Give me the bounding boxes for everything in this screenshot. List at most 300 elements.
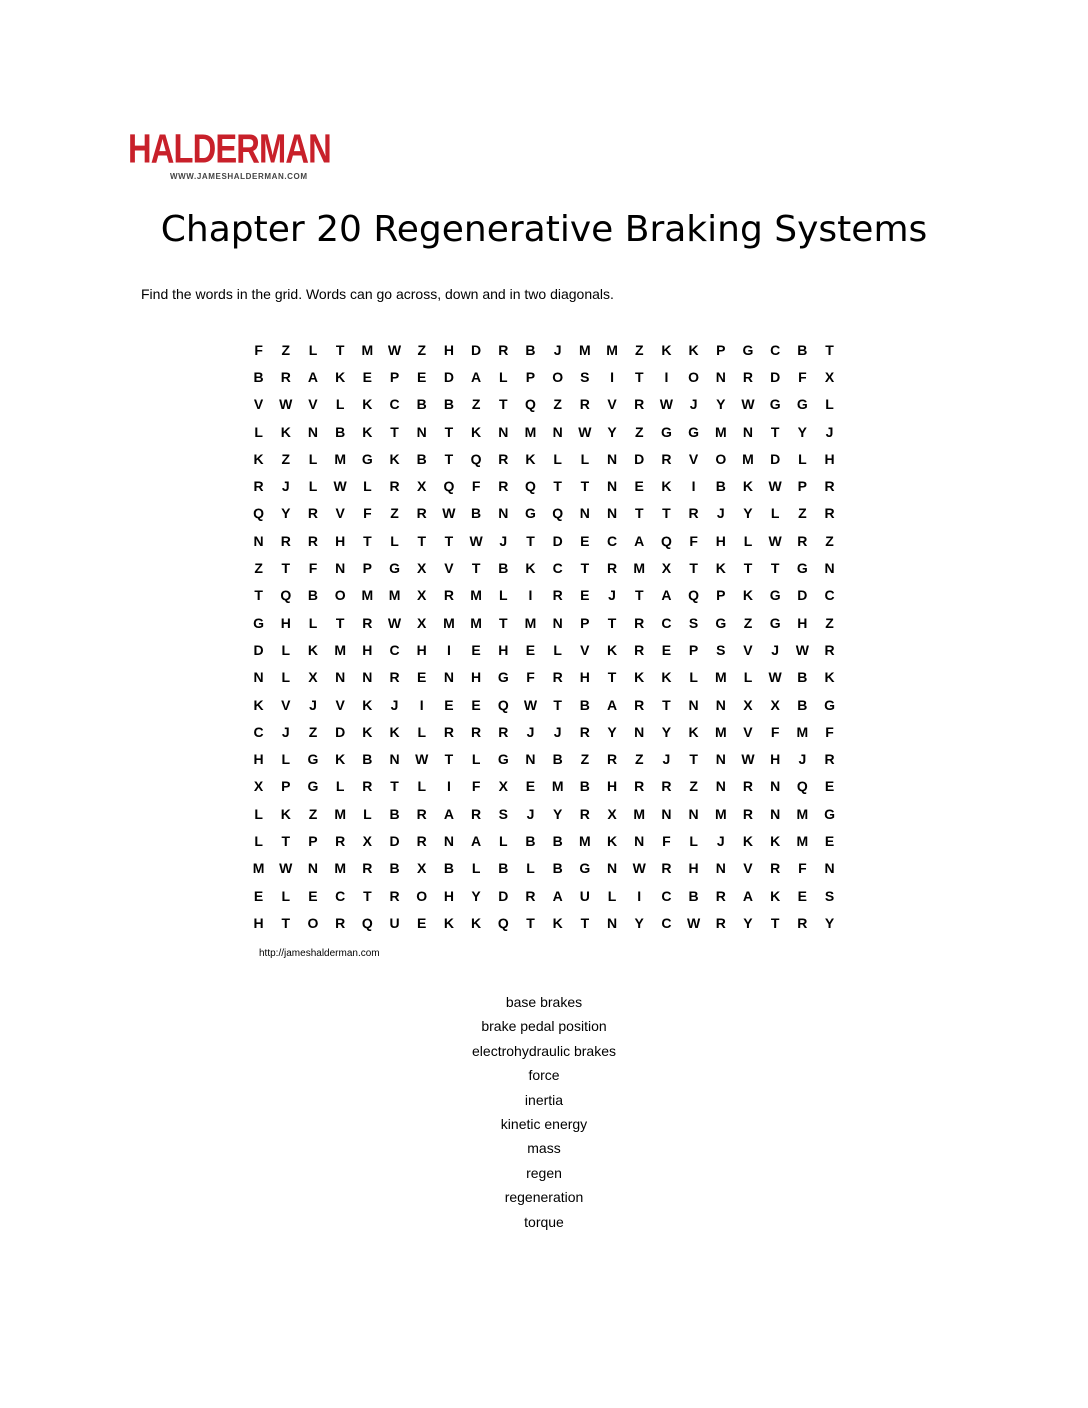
grid-cell: M (633, 560, 646, 577)
grid-cell: K (362, 723, 373, 740)
grid-cell: K (742, 587, 754, 604)
grid-cell: W (686, 914, 701, 931)
grid-cell: N (552, 423, 563, 440)
grid-cell: E (471, 696, 481, 713)
word-list-item: base brakes (505, 994, 583, 1010)
grid-cell: L (417, 723, 426, 740)
grid-cell: T (444, 423, 454, 440)
grid-cell: V (688, 450, 699, 467)
grid-cell: J (526, 805, 535, 822)
grid-cell: N (770, 805, 781, 822)
grid-cell: M (524, 614, 537, 631)
grid-cell: W (415, 751, 429, 768)
grid-cell: J (309, 696, 317, 713)
grid-cell: X (417, 587, 427, 604)
grid-cell: G (497, 751, 509, 768)
grid-cell: Z (634, 751, 644, 768)
grid-cell: G (660, 423, 672, 440)
grid-cell: N (498, 505, 509, 522)
grid-cell: P (716, 587, 726, 604)
grid-cell: R (335, 832, 346, 849)
word-list-item: brake pedal position (481, 1018, 607, 1035)
grid-cell: X (498, 778, 508, 795)
grid-cell: L (743, 669, 753, 686)
grid-cell: N (715, 751, 726, 768)
word-list-item: kinetic energy (500, 1115, 588, 1132)
grid-cell: E (824, 832, 835, 849)
grid-cell: B (335, 423, 346, 440)
grid-cell: N (715, 696, 726, 713)
grid-cell: M (579, 341, 591, 358)
grid-cell: R (579, 396, 590, 413)
grid-cell: L (281, 641, 291, 658)
grid-cell: J (716, 832, 725, 849)
grid-cell: W (768, 532, 782, 549)
grid-cell: G (769, 396, 781, 413)
grid-cell: K (443, 914, 454, 931)
grid-cell: H (579, 669, 590, 686)
grid-cell: P (797, 478, 808, 495)
grid-cell: G (361, 450, 373, 467)
grid-cell: E (525, 641, 536, 658)
grid-cell: M (796, 805, 809, 822)
grid-cell: R (579, 723, 590, 740)
grid-cell: N (606, 914, 618, 931)
word-list-item: regeneration (504, 1189, 584, 1206)
grid-cell: D (443, 368, 454, 385)
grid-cell: E (444, 696, 454, 713)
grid-cell: R (362, 860, 373, 877)
grid-cell: R (280, 532, 291, 549)
grid-cell: L (743, 532, 753, 549)
grid-cell: M (334, 805, 346, 822)
grid-cell: J (771, 641, 780, 658)
grid-cell: Y (607, 423, 617, 440)
grid-cell: V (743, 860, 753, 877)
grid-cell: N (579, 505, 590, 522)
grid-cell: L (689, 832, 698, 849)
grid-cell: R (797, 914, 808, 931)
grid-cell: R (498, 341, 509, 358)
grid-cell: T (363, 532, 372, 549)
grid-cell: L (363, 805, 372, 822)
grid-cell: T (335, 614, 345, 631)
grid-cell: O (715, 450, 727, 467)
grid-cell: R (824, 478, 835, 495)
grid-cell: L (526, 860, 535, 877)
grid-cell: O (334, 587, 346, 604)
word-list-item: force (528, 1067, 560, 1084)
grid-cell: L (308, 614, 318, 631)
grid-cell: W (659, 396, 674, 413)
grid-cell: E (417, 669, 427, 686)
grid-cell: R (797, 532, 808, 549)
grid-cell: K (253, 450, 264, 467)
grid-cell: U (579, 887, 590, 904)
word-list-item: mass (527, 1140, 561, 1157)
grid-cell: R (552, 587, 563, 604)
grid-cell: F (689, 532, 698, 549)
grid-cell: L (580, 450, 590, 467)
grid-cell: K (362, 396, 373, 413)
grid-cell: B (552, 832, 563, 849)
grid-cell: N (552, 614, 563, 631)
grid-cell: W (768, 478, 782, 495)
grid-cell: B (797, 696, 808, 713)
grid-cell: J (608, 587, 616, 604)
grid-cell: R (498, 450, 509, 467)
grid-cell: T (825, 341, 834, 358)
grid-cell: P (362, 560, 373, 577)
grid-cell: Z (390, 505, 399, 522)
grid-cell: M (606, 341, 618, 358)
grid-cell: K (688, 341, 699, 358)
grid-cell: L (499, 587, 508, 604)
grid-cell: B (253, 368, 264, 385)
grid-cell: L (499, 368, 508, 385)
grid-cell: R (606, 751, 618, 768)
grid-cell: H (606, 778, 618, 795)
grid-cell: K (389, 723, 400, 740)
grid-cell: Z (308, 805, 318, 822)
grid-cell: B (579, 778, 590, 795)
grid-cell: M (334, 860, 346, 877)
grid-cell: H (416, 641, 427, 658)
grid-cell: P (580, 614, 590, 631)
grid-cell: T (526, 914, 535, 931)
grid-cell: B (443, 396, 454, 413)
grid-cell: R (307, 505, 319, 522)
grid-cell: M (714, 669, 727, 686)
grid-cell: X (308, 669, 318, 686)
grid-cell: Y (716, 396, 726, 413)
grid-cell: N (742, 423, 754, 440)
grid-cell: H (253, 751, 264, 768)
grid-cell: O (552, 368, 564, 385)
grid-cell: S (688, 614, 699, 631)
grid-cell: M (714, 723, 727, 740)
grid-cell: G (742, 341, 754, 358)
grid-cell: R (443, 723, 454, 740)
grid-cell: V (743, 723, 753, 740)
grid-cell: I (446, 641, 451, 658)
grid-cell: P (688, 641, 699, 658)
grid-cell: Q (280, 587, 292, 604)
grid-cell: C (552, 560, 563, 577)
grid-cell: W (387, 614, 402, 631)
grid-cell: N (335, 560, 346, 577)
grid-cell: Q (361, 914, 373, 931)
grid-cell: D (335, 723, 346, 740)
grid-cell: W (469, 532, 483, 549)
grid-cell: A (307, 368, 319, 385)
grid-cell: R (416, 505, 427, 522)
grid-cell: M (361, 341, 374, 358)
grid-cell: C (389, 396, 400, 413)
grid-cell: T (444, 751, 454, 768)
grid-cell: L (471, 860, 481, 877)
grid-cell: Y (607, 723, 617, 740)
grid-cell: D (634, 450, 645, 467)
grid-cell: N (824, 860, 835, 877)
grid-cell: R (389, 478, 400, 495)
grid-cell: R (634, 778, 645, 795)
grid-cell: D (471, 341, 482, 358)
grid-cell: C (824, 587, 835, 604)
grid-cell: B (688, 887, 699, 904)
grid-cell: Q (688, 587, 700, 604)
grid-cell: Y (743, 914, 753, 931)
grid-cell: W (387, 341, 402, 358)
grid-cell: T (607, 669, 617, 686)
grid-cell: A (552, 887, 563, 904)
grid-cell: H (335, 532, 346, 549)
grid-cell: B (525, 832, 536, 849)
grid-cell: R (824, 751, 835, 768)
grid-cell: M (388, 587, 401, 604)
grid-cell: I (528, 587, 533, 604)
grid-cell: R (634, 396, 645, 413)
grid-cell: I (610, 368, 614, 385)
grid-cell: E (471, 641, 481, 658)
grid-cell: L (308, 341, 318, 358)
grid-cell: W (279, 396, 293, 413)
grid-cell: F (471, 478, 481, 495)
grid-cell: G (715, 614, 727, 631)
grid-cell: R (606, 560, 618, 577)
grid-cell: K (770, 832, 781, 849)
grid-cell: X (770, 696, 780, 713)
grid-cell: Q (443, 478, 455, 495)
grid-cell: W (768, 669, 782, 686)
grid-cell: B (525, 341, 536, 358)
grid-cell: R (742, 805, 754, 822)
grid-cell: K (634, 669, 645, 686)
grid-cell: X (607, 805, 617, 822)
word-list-item: torque (524, 1213, 564, 1230)
grid-cell: L (254, 832, 263, 849)
grid-cell: T (499, 614, 508, 631)
grid-cell: T (553, 478, 562, 495)
grid-cell: B (715, 478, 726, 495)
grid-cell: K (335, 751, 346, 768)
grid-cell: L (335, 778, 345, 795)
grid-cell: N (606, 450, 618, 467)
grid-cell: H (443, 341, 454, 358)
grid-cell: B (552, 751, 563, 768)
grid-cell: J (798, 751, 807, 768)
grid-cell: W (333, 478, 347, 495)
grid-cell: Z (825, 532, 834, 549)
grid-cell: I (446, 778, 451, 795)
grid-cell: N (634, 723, 645, 740)
grid-cell: C (661, 887, 672, 904)
grid-cell: K (307, 641, 319, 658)
grid-cell: N (715, 860, 726, 877)
grid-cell: T (607, 614, 617, 631)
grid-cell: F (471, 778, 481, 795)
grid-cell: D (253, 641, 264, 658)
logo-wordmark: HALDERMAN (128, 126, 331, 173)
grid-cell: R (661, 778, 672, 795)
grid-cell: I (664, 368, 669, 385)
grid-cell: D (770, 368, 781, 385)
grid-cell: O (307, 914, 319, 931)
grid-cell: T (444, 532, 454, 549)
grid-cell: J (662, 751, 671, 768)
grid-cell: H (797, 614, 808, 631)
grid-cell: X (661, 560, 672, 577)
grid-cell: D (552, 532, 563, 549)
grid-cell: H (688, 860, 699, 877)
grid-cell: Z (308, 723, 318, 740)
grid-cell: K (742, 478, 754, 495)
grid-cell: K (280, 423, 291, 440)
grid-cell: J (281, 478, 290, 495)
grid-cell: Y (824, 914, 835, 931)
grid-cell: Y (471, 887, 481, 904)
grid-cell: Y (797, 423, 808, 440)
grid-cell: J (825, 423, 834, 440)
grid-cell: Z (634, 423, 644, 440)
grid-cell: K (471, 914, 482, 931)
grid-cell: R (498, 723, 509, 740)
grid-cell: E (417, 914, 427, 931)
grid-cell: C (606, 532, 618, 549)
grid-cell: N (824, 560, 835, 577)
grid-cell: F (825, 723, 834, 740)
grid-cell: Q (253, 505, 265, 522)
grid-cell: R (335, 914, 346, 931)
grid-cell: M (551, 778, 564, 795)
grid-cell: T (553, 696, 562, 713)
grid-cell: T (743, 560, 753, 577)
grid-cell: N (634, 832, 645, 849)
grid-cell: N (416, 423, 427, 440)
grid-cell: G (796, 560, 808, 577)
grid-cell: L (471, 751, 481, 768)
grid-cell: R (498, 478, 509, 495)
grid-cell: F (798, 860, 807, 877)
grid-cell: O (416, 887, 428, 904)
grid-cell: Q (660, 532, 672, 549)
grid-cell: E (253, 887, 264, 904)
grid-cell: W (442, 505, 456, 522)
grid-cell: M (633, 805, 646, 822)
grid-cell: L (254, 805, 263, 822)
grid-cell: Z (580, 751, 590, 768)
grid-cell: E (525, 778, 536, 795)
grid-cell: H (471, 669, 482, 686)
grid-cell: H (498, 641, 509, 658)
grid-cell: E (824, 778, 835, 795)
grid-cell: M (334, 450, 346, 467)
grid-cell: K (661, 478, 672, 495)
grid-cell: B (797, 669, 808, 686)
grid-cell: E (362, 368, 373, 385)
grid-cell: K (606, 832, 618, 849)
grid-cell: K (606, 641, 618, 658)
grid-cell: A (443, 805, 454, 822)
grid-cell: W (741, 396, 755, 413)
grid-cell: G (253, 614, 265, 631)
grid-cell: G (824, 696, 835, 713)
grid-cell: L (553, 450, 562, 467)
grid-cell: T (634, 368, 644, 385)
grid-cell: L (281, 751, 291, 768)
grid-cell: I (691, 478, 696, 495)
grid-cell: N (335, 669, 346, 686)
grid-cell: Y (552, 805, 563, 822)
grid-cell: W (523, 696, 538, 713)
word-search-grid (245, 336, 843, 936)
grid-cell: R (552, 669, 563, 686)
grid-cell: M (334, 641, 346, 658)
grid-cell: A (471, 368, 482, 385)
grid-cell: R (362, 778, 373, 795)
grid-cell: X (417, 478, 427, 495)
grid-cell: T (390, 778, 399, 795)
grid-cell: E (308, 887, 318, 904)
grid-cell: B (579, 696, 590, 713)
grid-cell: B (307, 587, 319, 604)
grid-cell: Z (825, 614, 834, 631)
grid-cell: B (362, 751, 373, 768)
grid-cell: W (741, 751, 755, 768)
grid-cell: N (688, 805, 699, 822)
grid-cell: T (580, 478, 590, 495)
instructions-text: Find the words in the grid. Words can go across, down and in two diagonals. (141, 286, 614, 302)
grid-cell: B (416, 396, 427, 413)
grid-cell: M (714, 423, 727, 440)
grid-cell: W (279, 860, 293, 877)
grid-cell: E (580, 532, 590, 549)
grid-cell: T (634, 505, 644, 522)
grid-cell: B (498, 860, 509, 877)
grid-cell: Z (254, 560, 263, 577)
grid-cell: D (797, 587, 808, 604)
grid-cell: K (362, 423, 373, 440)
grid-cell: R (634, 696, 645, 713)
grid-cell: Q (497, 914, 509, 931)
grid-cell: A (471, 832, 482, 849)
grid-cell: N (688, 696, 699, 713)
grid-cell: K (661, 341, 672, 358)
grid-cell: E (580, 587, 590, 604)
grid-cell: T (662, 505, 671, 522)
grid-cell: J (281, 723, 290, 740)
grid-cell: T (689, 751, 698, 768)
grid-cell: K (335, 368, 346, 385)
grid-cell: R (579, 805, 590, 822)
grid-cell: K (661, 669, 672, 686)
grid-cell: Q (470, 450, 482, 467)
grid-cell: H (770, 751, 781, 768)
word-list-item: regen (526, 1164, 562, 1181)
grid-cell: T (689, 560, 698, 577)
grid-cell: R (715, 887, 726, 904)
grid-cell: T (390, 423, 399, 440)
grid-cell: T (444, 450, 454, 467)
grid-cell: L (553, 641, 562, 658)
grid-cell: T (770, 560, 780, 577)
grid-cell: N (606, 505, 618, 522)
grid-cell: R (661, 860, 672, 877)
grid-cell: K (688, 723, 699, 740)
grid-cell: V (253, 396, 264, 413)
grid-cell: J (553, 723, 562, 740)
grid-cell: A (661, 587, 672, 604)
